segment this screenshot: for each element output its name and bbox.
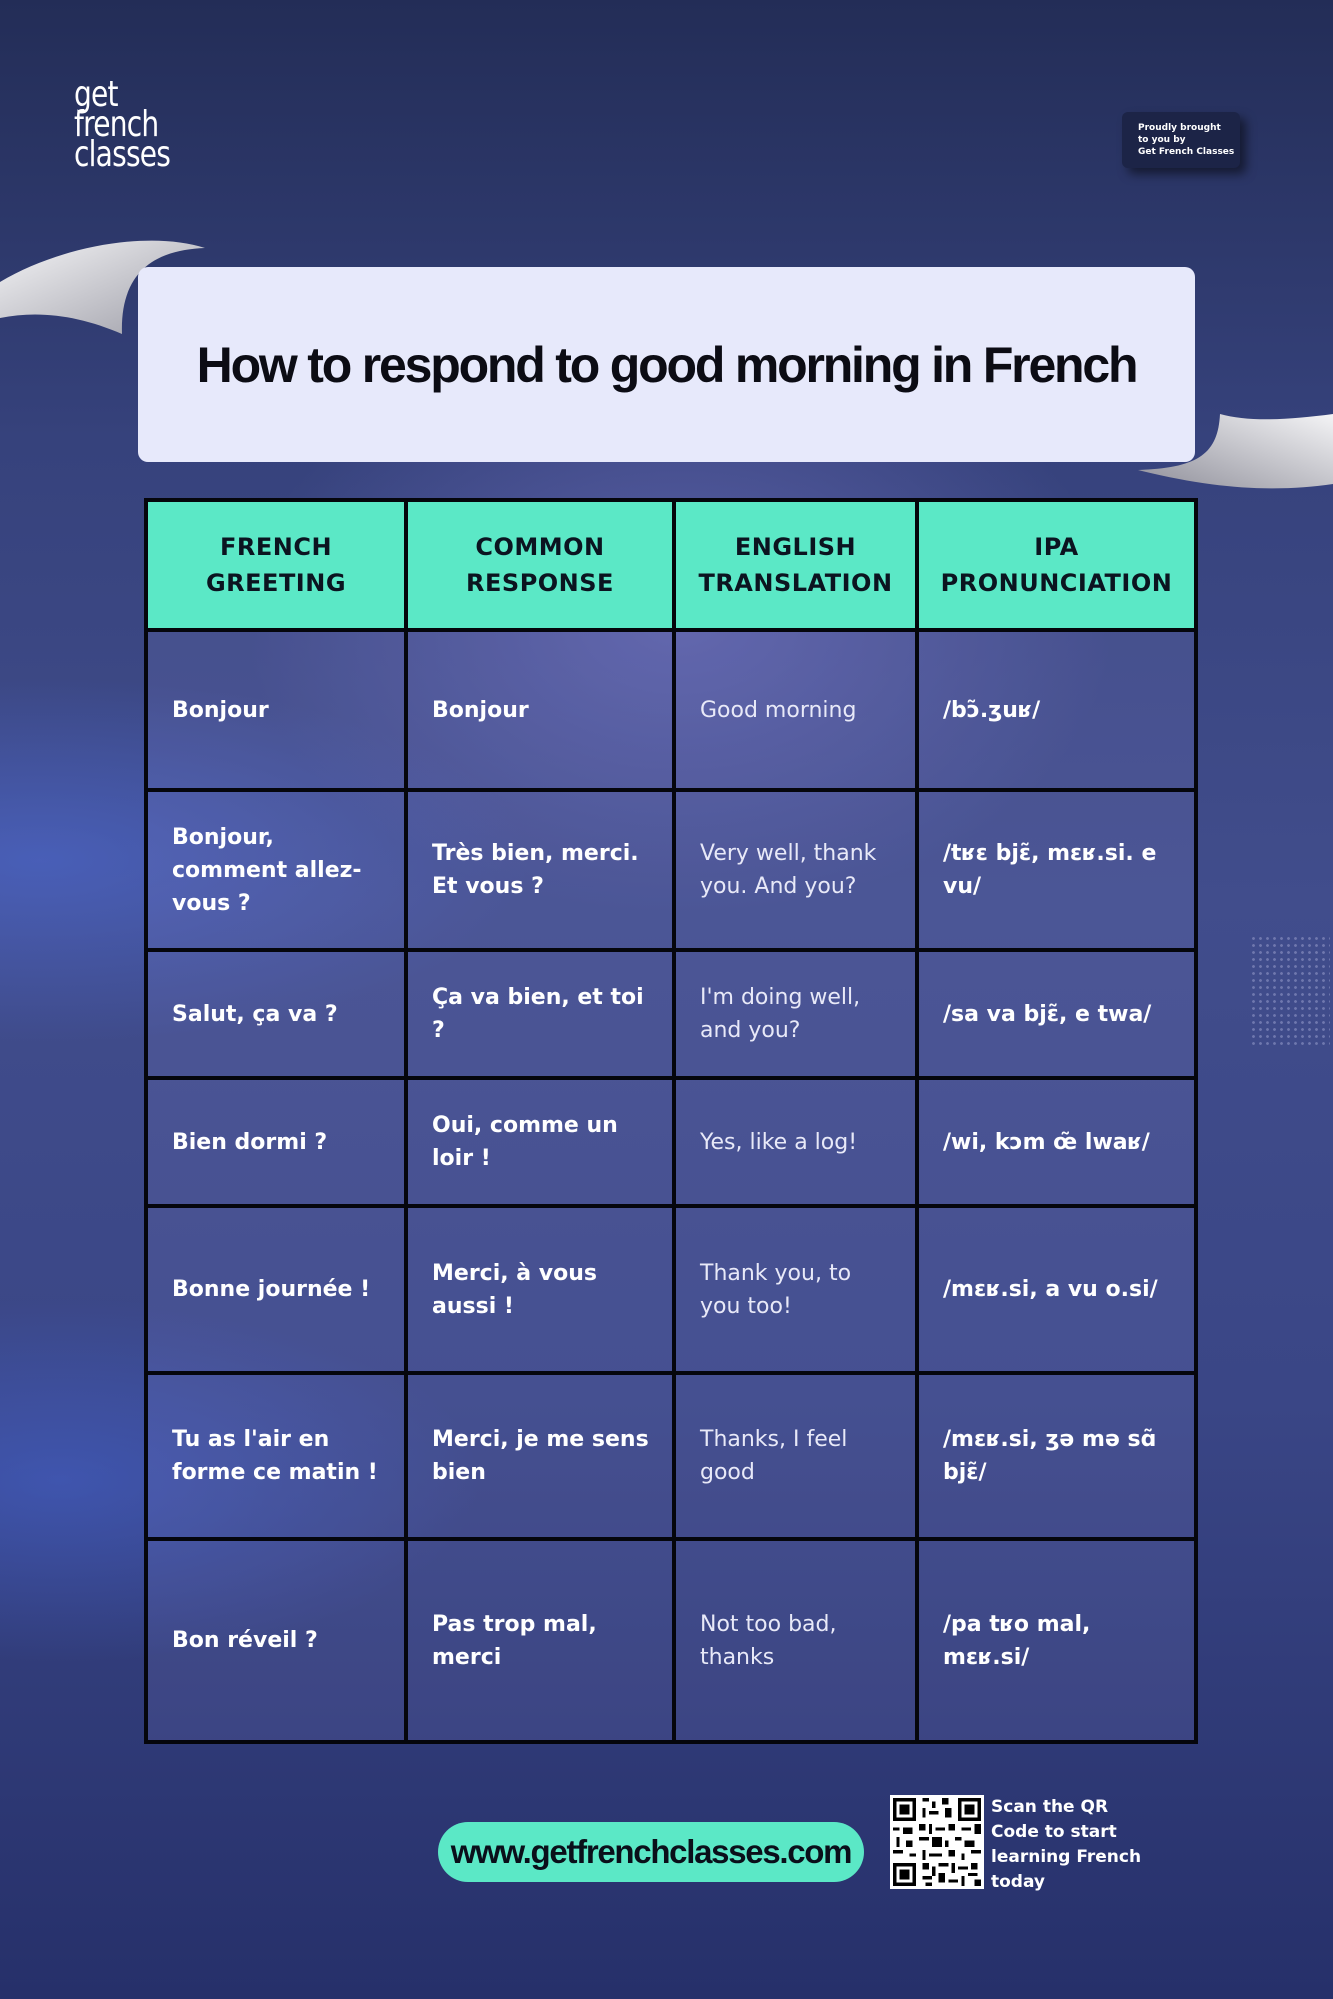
common-response-cell: Merci, à vous aussi ! <box>406 1206 674 1373</box>
header-common-response: COMMON RESPONSE <box>406 500 674 630</box>
english-translation-cell: Good morning <box>674 630 917 790</box>
badge-line-2: to you by <box>1138 135 1186 145</box>
table-row <box>146 1078 1196 1206</box>
badge-line-1: Proudly brought <box>1138 123 1221 133</box>
french-greeting-cell: Salut, ça va ? <box>146 950 406 1078</box>
french-greeting-cell: Tu as l'air en forme ce matin ! <box>146 1373 406 1539</box>
table-row <box>146 1206 1196 1373</box>
qr-caption-line: today <box>991 1872 1046 1892</box>
french-greeting-cell: Bien dormi ? <box>146 1078 406 1206</box>
table-row <box>146 1539 1196 1742</box>
english-translation-cell: Thanks, I feel good <box>674 1373 917 1539</box>
table-row <box>146 950 1196 1078</box>
ipa-cell: /pa tʁo mal, mɛʁ.si/ <box>917 1539 1196 1742</box>
common-response-cell: Pas trop mal, merci <box>406 1539 674 1742</box>
page-title: How to respond to good morning in French <box>196 336 1137 393</box>
common-response-cell: Bonjour <box>406 630 674 790</box>
header-french-greeting: FRENCH GREETING <box>146 500 406 630</box>
header-ipa-pronunciation: IPA PRONUNCIATION <box>917 500 1196 630</box>
french-greeting-cell: Bonjour <box>146 630 406 790</box>
website-url-link[interactable]: www.getfrenchclasses.com <box>438 1822 864 1882</box>
brand-logo <box>74 74 194 175</box>
table-row <box>146 630 1196 790</box>
table-header-row <box>146 500 1196 630</box>
badge-line-3: Get French Classes <box>1138 147 1235 157</box>
ipa-cell: /sa va bjɛ̃, e twa/ <box>917 950 1196 1078</box>
french-greeting-cell: Bon réveil ? <box>146 1539 406 1742</box>
common-response-cell: Oui, comme un loir ! <box>406 1078 674 1206</box>
brought-by-badge <box>1122 112 1240 168</box>
qr-caption-line: Scan the QR <box>991 1797 1109 1817</box>
ipa-cell: /mɛʁ.si, a vu o.si/ <box>917 1206 1196 1373</box>
logo-line-classes: classes <box>74 134 171 175</box>
header-english-translation: ENGLISH TRANSLATION <box>674 500 917 630</box>
logo-line-get: get <box>74 74 118 115</box>
french-greeting-cell: Bonjour, comment allez-vous ? <box>146 790 406 950</box>
title-card <box>138 267 1195 462</box>
english-translation-cell: Very well, thank you. And you? <box>674 790 917 950</box>
qr-caption <box>991 1795 1151 1895</box>
logo-line-french: french <box>74 104 159 145</box>
qr-caption-line: Code to start <box>991 1822 1117 1842</box>
ipa-cell: /bɔ̃.ʒuʁ/ <box>917 630 1196 790</box>
table-row <box>146 1373 1196 1539</box>
english-translation-cell: Not too bad, thanks <box>674 1539 917 1742</box>
qr-caption-line: learning French <box>991 1847 1142 1867</box>
table-row <box>146 790 1196 950</box>
common-response-cell: Merci, je me sens bien <box>406 1373 674 1539</box>
decorative-dot-pattern <box>1250 935 1330 1045</box>
greetings-table <box>144 498 1198 1744</box>
ipa-cell: /tʁɛ bjɛ̃, mɛʁ.si. e vu/ <box>917 790 1196 950</box>
ipa-cell: /wi, kɔm œ̃ lwaʁ/ <box>917 1078 1196 1206</box>
common-response-cell: Très bien, merci. Et vous ? <box>406 790 674 950</box>
english-translation-cell: Thank you, to you too! <box>674 1206 917 1373</box>
english-translation-cell: I'm doing well, and you? <box>674 950 917 1078</box>
french-greeting-cell: Bonne journée ! <box>146 1206 406 1373</box>
english-translation-cell: Yes, like a log! <box>674 1078 917 1206</box>
ipa-cell: /mɛʁ.si, ʒə mə sɑ̃ bjɛ̃/ <box>917 1373 1196 1539</box>
common-response-cell: Ça va bien, et toi ? <box>406 950 674 1078</box>
qr-code-icon <box>890 1795 984 1889</box>
